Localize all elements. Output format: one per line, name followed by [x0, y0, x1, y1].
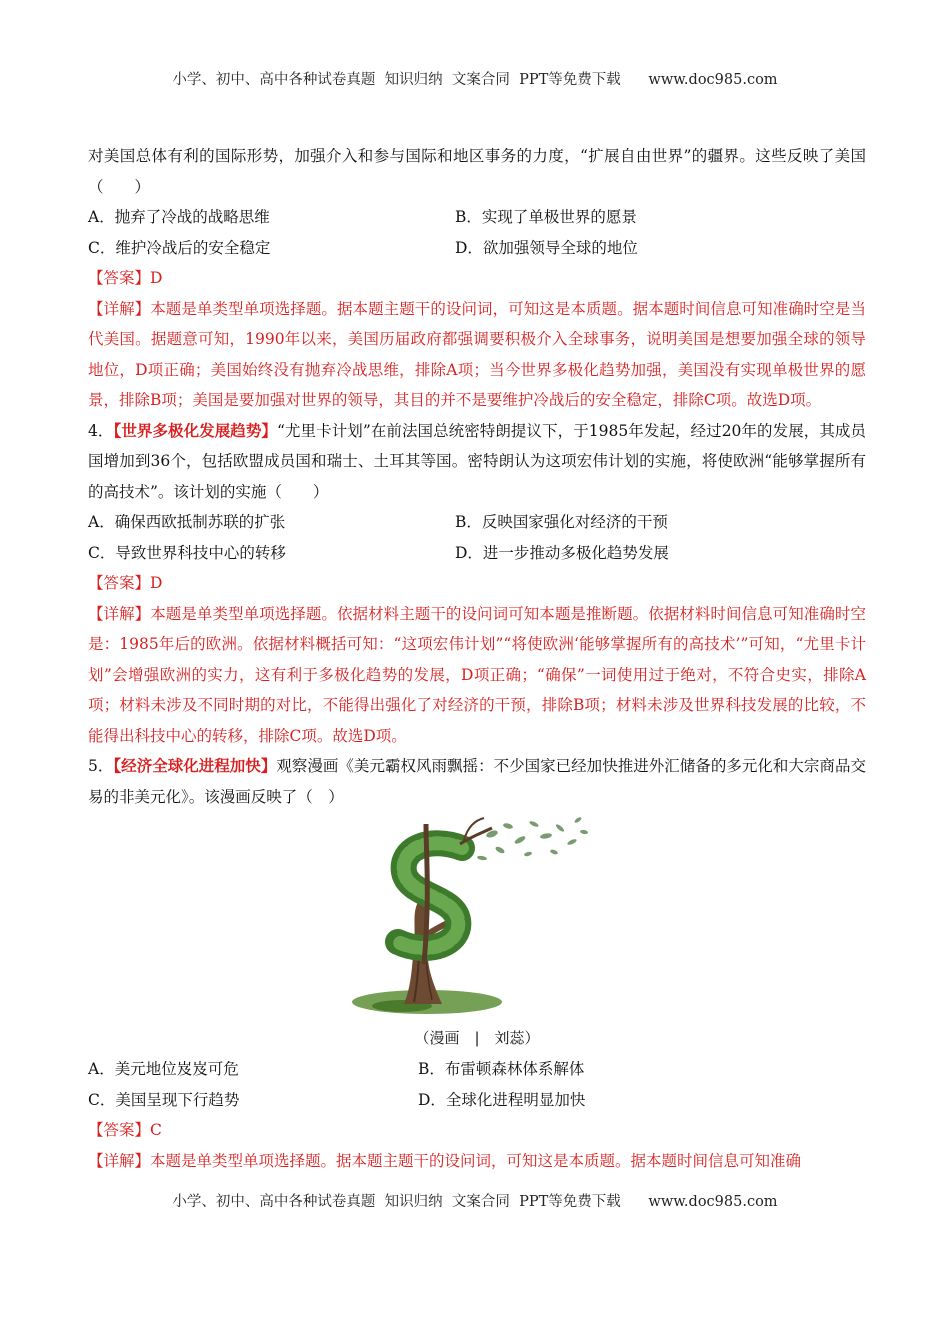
- dollar-tree-cartoon: [342, 814, 622, 1022]
- q4-option-c: C．导致世界科技中心的转移: [88, 543, 286, 562]
- q4-detail: [88, 599, 866, 752]
- q3-detail-label: 【详解】: [88, 299, 151, 318]
- q3-options: [88, 202, 866, 263]
- q4-option-a: A．确保西欧抵制苏联的扩张: [88, 513, 286, 531]
- q5-answer: 【答案】C: [88, 1121, 162, 1139]
- q4-topic-tag: 【世界多极化发展趋势】: [113, 420, 277, 440]
- q5-option-d: D．全球化进程明显加快: [418, 1090, 586, 1109]
- q3-detail-text: 本题是单类型单项选择题。据本题主题干的设问词，可知这是本质题。据本题时间信息可知准确时空是当代美国。据题意可知，1990年以来，美国历届政府都强调要积极介入全球事务，说明美国是想要加强全球的领导地位，D项正确；美国始终没有抛弃冷战思维，排除A项；当今世界多极化趋势加强，美国没有实现单极世界的愿景，排除B项；美国是要加强对世界的领导，其目的并不是要维护冷战后的安全稳定，排除C项。故选D项。: [88, 299, 866, 409]
- q3-answer: 【答案】D: [88, 269, 163, 287]
- q5-detail-label: 【详解】: [88, 1151, 151, 1170]
- q3-stem: 对美国总体有利的国际形势，加强介入和参与国际和地区事务的力度，“扩展自由世界”的疆界。这些反映了美国（ ）: [88, 147, 866, 196]
- q4-detail-label: 【详解】: [88, 604, 151, 623]
- q3-option-a: A．抛弃了冷战的战略思维: [88, 208, 270, 226]
- q4-stem: [88, 416, 866, 508]
- q4-stem-text: “尤里卡计划”在前法国总统密特朗提议下，于1985年发起，经过20年的发展，其成员国增加到36个，包括欧盟成员国和瑞士、土耳其等国。密特朗认为这项宏伟计划的实施，将使欧洲“能够掌握所有的高技术”。该计划的实施（ ）: [88, 421, 866, 501]
- q5-detail: [88, 1146, 866, 1177]
- q5-option-c: C．美国呈现下行趋势: [88, 1090, 240, 1109]
- q3-option-d: D．欲加强领导全球的地位: [455, 238, 638, 257]
- q4-number: 4．: [88, 421, 114, 440]
- q5-options: [88, 1054, 866, 1115]
- page-header: 小学、初中、高中各种试卷真题 知识归纳 文案合同 PPT等免费下载 www.doc985.com: [172, 72, 778, 88]
- q4-answer: 【答案】D: [88, 574, 163, 592]
- cartoon-caption: （漫画 | 刘蕊）: [414, 1029, 540, 1047]
- cartoon-figure: [88, 814, 866, 1022]
- q3-option-b: B．实现了单极世界的愿景: [455, 208, 637, 226]
- page-content: [88, 141, 866, 1176]
- q4-detail-text: 本题是单类型单项选择题。依据材料主题干的设问词可知本题是推断题。依据材料时间信息可知准确时空是：1985年后的欧洲。依据材料概括可知：“这项宏伟计划”“将使欧洲‘能够掌握所有的高技术’”可知，“尤里卡计划”会增强欧洲的实力，这有利于多极化趋势的发展，D项正确；“确保”一词使用过于绝对，不符合史实，排除A项；材料未涉及不同时期的对比，不能得出强化了对经济的干预，排除B项；材料未涉及世界科技发展的比较，不能得出科技中心的转移，排除C项。故选D项。: [88, 604, 866, 745]
- q4-options: [88, 507, 866, 568]
- q3-option-c: C．维护冷战后的安全稳定: [88, 238, 271, 257]
- q5-detail-text: 本题是单类型单项选择题。据本题主题干的设问词，可知这是本质题。据本题时间信息可知准确: [150, 1151, 802, 1170]
- q5-option-a: A．美元地位岌岌可危: [88, 1060, 239, 1078]
- q5-number: 5．: [88, 757, 114, 775]
- q5-stem-text: 观察漫画《美元霸权风雨飘摇：不少国家已经加快推进外汇储备的多元化和大宗商品交易的非美元化》。该漫画反映了（ ）: [88, 757, 866, 806]
- q5-option-b: B．布雷顿森林体系解体: [418, 1060, 585, 1078]
- q5-stem: [88, 751, 866, 812]
- page-footer: 小学、初中、高中各种试卷真题 知识归纳 文案合同 PPT等免费下载 www.doc985.com: [172, 1194, 778, 1210]
- q3-detail: [88, 294, 866, 416]
- q5-topic-tag: 【经济全球化进程加快】: [113, 756, 277, 775]
- q4-option-b: B．反映国家强化对经济的干预: [455, 513, 668, 531]
- q4-option-d: D．进一步推动多极化趋势发展: [455, 543, 669, 562]
